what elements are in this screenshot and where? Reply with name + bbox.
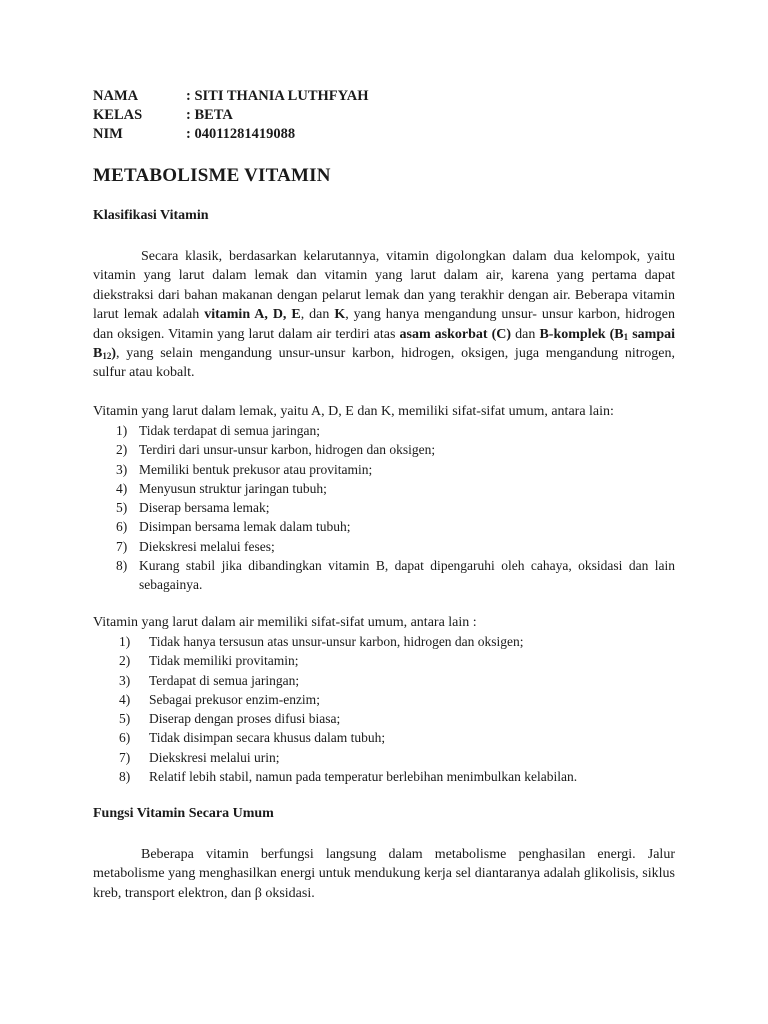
info-row-nim — [93, 125, 369, 144]
info-value: : 04011281419088 — [186, 126, 296, 142]
list-text: Diekskresi melalui urin; — [149, 749, 280, 765]
info-row-kelas — [93, 106, 369, 125]
subscript: 12 — [102, 351, 112, 362]
info-row-nama — [93, 87, 369, 106]
list-number: 5) — [119, 711, 131, 727]
list-number: 1) — [119, 634, 131, 649]
list-item — [116, 556, 675, 595]
para-bold: asam askorbat (C) — [399, 326, 512, 342]
para-text: dan — [511, 326, 540, 342]
info-value: : BETA — [186, 107, 233, 123]
list-text: Tidak disimpan secara khusus dalam tubuh; — [149, 730, 386, 746]
list-text: Disimpan bersama lemak dalam tubuh; — [139, 519, 351, 535]
list-number: 3) — [116, 461, 128, 477]
function-paragraph — [93, 845, 675, 903]
para-bold: B-komplek (B — [539, 326, 624, 342]
list-item — [119, 690, 675, 709]
list-item — [116, 440, 675, 459]
list-number: 5) — [116, 500, 128, 516]
list-number: 8) — [116, 558, 128, 574]
list-text: Tidak hanya tersusun atas unsur-unsur karbon, hidrogen dan oksigen; — [149, 634, 524, 649]
list-item — [119, 728, 675, 747]
subscript: 1 — [623, 331, 629, 342]
info-label: NAMA — [93, 88, 139, 104]
list-item — [119, 632, 675, 651]
list-text: Tidak terdapat di semua jaringan; — [139, 423, 320, 438]
list-item — [119, 709, 675, 728]
list-text: Kurang stabil jika dibandingkan vitamin B, dapat dipengaruhi oleh cahaya, oksidasi dan lain sebagainya. — [139, 558, 675, 593]
fat-soluble-list — [116, 421, 675, 595]
water-soluble-lead: Vitamin yang larut dalam air memiliki sifat-sifat umum, antara lain : — [93, 615, 477, 630]
list-item — [119, 767, 675, 786]
info-label: KELAS — [93, 107, 143, 123]
list-number: 6) — [119, 730, 131, 746]
student-info — [93, 87, 369, 144]
list-number: 8) — [119, 769, 131, 785]
fat-soluble-lead: Vitamin yang larut dalam lemak, yaitu A, D, E dan K, memiliki sifat-sifat umum, antara lain: — [93, 404, 614, 419]
para-text: , yang selain mengandung unsur-unsur karbon, hidrogen, oksigen, juga mengandung nitrogen, sulfur atau kobalt. — [93, 346, 675, 381]
list-text: Diserap dengan proses difusi biasa; — [149, 711, 341, 727]
list-item — [116, 537, 675, 556]
list-text: Tidak memiliki provitamin; — [149, 653, 299, 669]
list-item — [119, 671, 675, 690]
list-number: 4) — [119, 691, 131, 707]
list-text: Menyusun struktur jaringan tubuh; — [139, 480, 327, 496]
list-number: 2) — [116, 442, 128, 458]
list-text: Relatif lebih stabil, namun pada temperatur berlebihan menimbulkan kelabilan. — [149, 769, 578, 785]
para-text: Beberapa vitamin berfungsi langsung dalam metabolisme penghasilan energi. Jalur metabolisme yang menghasilkan energi untuk mendukung kerja sel diantaranya adalah glikolisis, siklus kreb, transport elektron, dan β oksidasi. — [93, 847, 675, 901]
list-text: Diserap bersama lemak; — [139, 500, 270, 516]
intro-paragraph — [93, 247, 675, 383]
para-bold: ) — [111, 346, 117, 362]
info-value: : SITI THANIA LUTHFYAH — [186, 88, 369, 104]
list-text: Terdapat di semua jaringan; — [149, 672, 300, 688]
para-text: , yang hanya mengandung unsur- unsur karbon, hidrogen dan oksigen. Vitamin yang larut dalam air terdiri atas — [93, 307, 675, 342]
list-text: Terdiri dari unsur-unsur karbon, hidrogen dan oksigen; — [139, 442, 436, 458]
para-text: Secara klasik, berdasarkan kelarutannya, vitamin digolongkan dalam dua kelompok, yaitu vitamin yang larut dalam lemak dan vitamin yang larut dalam air, karena yang pertama dapat diekstraksi dari bahan makanan dengan pelarut lemak dan yang terakhir dengan air. Beberapa vitamin larut lemak adalah — [93, 249, 675, 323]
list-text: Diekskresi melalui feses; — [139, 538, 275, 554]
list-text: Memiliki bentuk prekusor atau provitamin; — [139, 461, 373, 477]
water-soluble-list — [119, 632, 675, 786]
list-number: 6) — [116, 519, 128, 535]
list-text: Sebagai prekusor enzim-enzim; — [149, 691, 320, 707]
para-bold: vitamin A, D, E — [204, 307, 301, 323]
list-item — [116, 460, 675, 479]
list-number: 7) — [119, 749, 131, 765]
list-number: 1) — [116, 423, 128, 438]
list-item — [116, 498, 675, 517]
document-title: METABOLISME VITAMIN — [93, 165, 331, 186]
list-item — [116, 517, 675, 536]
list-item — [116, 479, 675, 498]
section-heading-klasifikasi: Klasifikasi Vitamin — [93, 208, 209, 223]
list-item — [119, 651, 675, 670]
list-number: 3) — [119, 672, 131, 688]
list-item — [116, 421, 675, 440]
list-number: 2) — [119, 653, 131, 669]
list-number: 4) — [116, 480, 128, 496]
para-bold: sampai B — [93, 326, 676, 362]
info-label: NIM — [93, 126, 123, 142]
section-heading-fungsi: Fungsi Vitamin Secara Umum — [93, 806, 274, 821]
list-item — [119, 748, 675, 767]
para-text: , dan — [300, 307, 335, 323]
list-number: 7) — [116, 538, 128, 554]
para-bold: K — [334, 307, 346, 323]
